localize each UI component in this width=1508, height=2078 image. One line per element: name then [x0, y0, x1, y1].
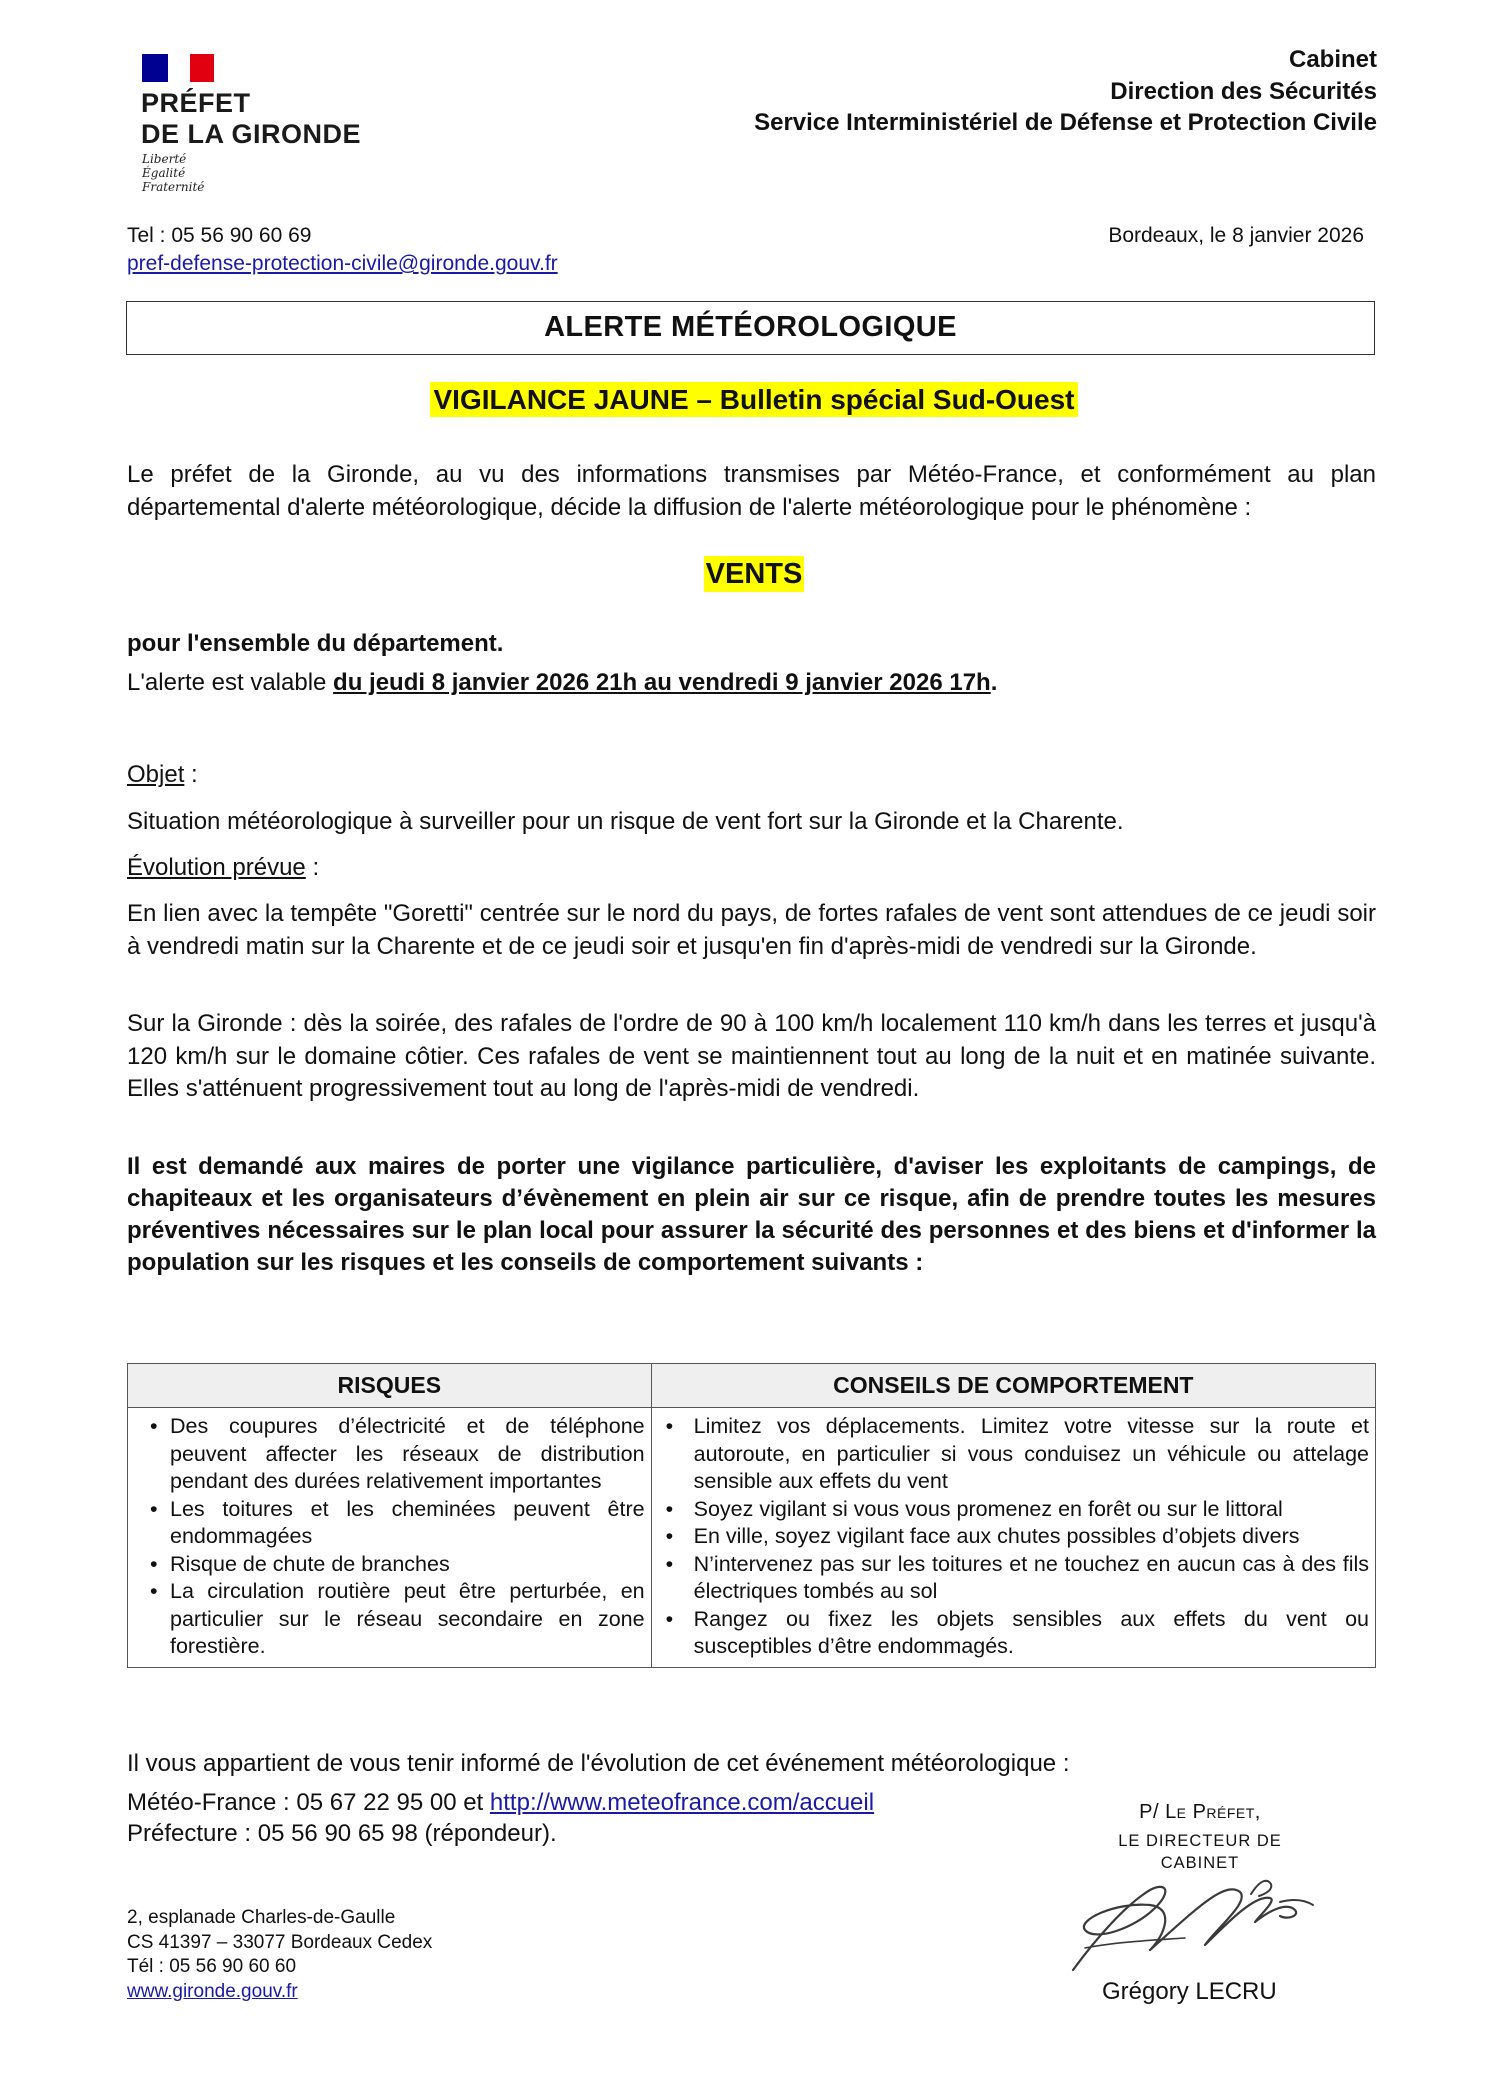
vigilance-banner — [0, 384, 1508, 416]
motto-liberte: Liberté — [142, 152, 187, 166]
logo-title — [141, 88, 361, 150]
evolution-colon: : — [305, 854, 320, 881]
republic-motto — [142, 152, 204, 194]
validity-prefix: L'alerte est valable — [127, 669, 334, 696]
phenomenon-label: VENTS — [705, 558, 803, 590]
info-line: Il vous appartient de vous tenir informé de l'évolution de cet événement météorologique : — [127, 1750, 1070, 1777]
column-header-conseils: CONSEILS DE COMPORTEMENT — [651, 1364, 1375, 1408]
evolution-heading — [127, 852, 1376, 885]
column-header-risques: RISQUES — [128, 1364, 652, 1408]
advice-item: • Limitez vos déplacements. Limitez votre vitesse sur la route et autoroute, en particulier si vous conduisez un véhicule ou attelage sensible aux effets du vent — [658, 1413, 1369, 1496]
advice-item: • N’intervenez pas sur les toitures et ne touchez en aucun cas à des fils électriques tombés au sol — [658, 1551, 1369, 1606]
contact-block — [127, 222, 558, 278]
alert-title: ALERTE MÉTÉOROLOGIQUE — [544, 311, 957, 343]
footer-website-link[interactable]: www.gironde.gouv.fr — [127, 1980, 298, 2002]
risk-item: • Les toitures et les cheminées peuvent être endommagées — [134, 1496, 645, 1551]
evolution-paragraph-2: Sur la Gironde : dès la soirée, des rafales de l'ordre de 90 à 100 km/h localement 110 km/h dans les terres et jusqu'à 120 km/h sur le domaine côtier. Ces rafales de vent se maintiennent tout au long de la nuit et en matinée suivante. Elles s'atténuent progressivement tout au long de l'après-midi de vendredi. — [127, 1010, 1376, 1102]
evolution-label: Évolution prévue — [127, 854, 306, 881]
risk-item: • Des coupures d’électricité et de téléphone peuvent affecter les réseaux de distribution pendant des durées relativement importantes — [134, 1413, 645, 1496]
mayors-request-paragraph: Il est demandé aux maires de porter une vigilance particulière, d'aviser les exploitants de campings, de chapiteaux et les organisateurs d’évènement en plein air sur ce risque, afin de prendre toutes les mesures préventives nécessaires sur le plan local pour assurer la sécurité des personnes et des biens et d'informer la population sur les risques et les conseils de comportement suivants : — [127, 1153, 1376, 1276]
validity-period: du jeudi 8 janvier 2026 21h au vendredi 9 janvier 2026 17h — [333, 669, 991, 696]
risk-item: • La circulation routière peut être perturbée, en particulier sur le réseau secondaire en zone forestière. — [134, 1578, 645, 1661]
risks-advice-table — [127, 1363, 1376, 1668]
motto-egalite: Égalité — [142, 166, 186, 180]
meteofrance-link[interactable]: http://www.meteofrance.com/accueil — [489, 1789, 875, 1816]
logo-title-line2: DE LA GIRONDE — [141, 119, 362, 149]
footer-phone: Tél : 05 56 90 60 60 — [127, 1956, 297, 1977]
header-direction: Direction des Sécurités — [1110, 77, 1377, 105]
marianne-logo-icon — [142, 54, 214, 82]
header-service: Service Interministériel de Défense et Protection Civile — [754, 109, 1377, 136]
validity-suffix: . — [990, 669, 998, 696]
objet-heading — [127, 759, 1376, 792]
meteo-phone: Météo-France : 05 67 22 95 00 et — [127, 1789, 490, 1816]
contact-email-link[interactable]: pref-defense-protection-civile@gironde.gouv.fr — [127, 252, 558, 275]
phenomenon-banner — [0, 558, 1508, 591]
signature-title-line2: LE DIRECTEUR DE CABINET — [1118, 1832, 1282, 1872]
header-cabinet: Cabinet — [1288, 46, 1377, 73]
prefecture-phone: Préfecture : 05 56 90 65 98 (répondeur). — [127, 1820, 557, 1847]
signature-title-line1: P/ Le Préfet, — [1139, 1801, 1261, 1823]
objet-label: Objet — [127, 761, 185, 788]
intro-paragraph: Le préfet de la Gironde, au vu des informations transmises par Météo-France, et conformément au plan départemental d'alerte météorologique, décide la diffusion de l'alerte météorologique pour le phénomène : — [127, 461, 1376, 521]
objet-colon: : — [184, 761, 198, 788]
advice-item: • Soyez vigilant si vous vous promenez en forêt ou sur le littoral — [658, 1496, 1369, 1524]
footer-address — [127, 1906, 432, 2004]
advice-item: • Rangez ou fixez les objets sensibles aux effets du vent ou susceptibles d’être endommagés. — [658, 1606, 1369, 1661]
scope-text: pour l'ensemble du département. — [127, 630, 504, 657]
logo-title-line1: PRÉFET — [141, 88, 251, 118]
signatory-name: Grégory LECRU — [1102, 1978, 1277, 2005]
alert-title-box — [126, 301, 1375, 355]
footer-street: 2, esplanade Charles-de-Gaulle — [127, 1907, 396, 1928]
validity-line — [127, 667, 1376, 700]
evolution-paragraph-1: En lien avec la tempête "Goretti" centrée sur le nord du pays, de fortes rafales de vent sont attendues de ce jeudi soir à vendredi matin sur la Charente et de ce jeudi soir et jusqu'en fin d'après-midi de vendredi sur la Gironde. — [127, 900, 1376, 960]
issuing-service — [754, 44, 1377, 139]
objet-text: Situation météorologique à surveiller pour un risque de vent fort sur la Gironde et la Charente. — [127, 808, 1124, 835]
conseils-cell — [651, 1408, 1375, 1668]
contact-phone: Tel : 05 56 90 60 69 — [127, 224, 312, 247]
advice-item: • En ville, soyez vigilant face aux chutes possibles d’objets divers — [658, 1523, 1369, 1551]
footer-postal: CS 41397 – 33077 Bordeaux Cedex — [127, 1931, 433, 1953]
risk-item: • Risque de chute de branches — [134, 1551, 645, 1579]
document-date: Bordeaux, le 8 janvier 2026 — [1108, 224, 1364, 247]
risques-cell — [128, 1408, 652, 1668]
vigilance-level: VIGILANCE JAUNE – Bulletin spécial Sud-Ouest — [430, 382, 1077, 417]
handwritten-signature-icon — [1055, 1850, 1355, 1990]
motto-fraternite: Fraternité — [142, 180, 205, 194]
